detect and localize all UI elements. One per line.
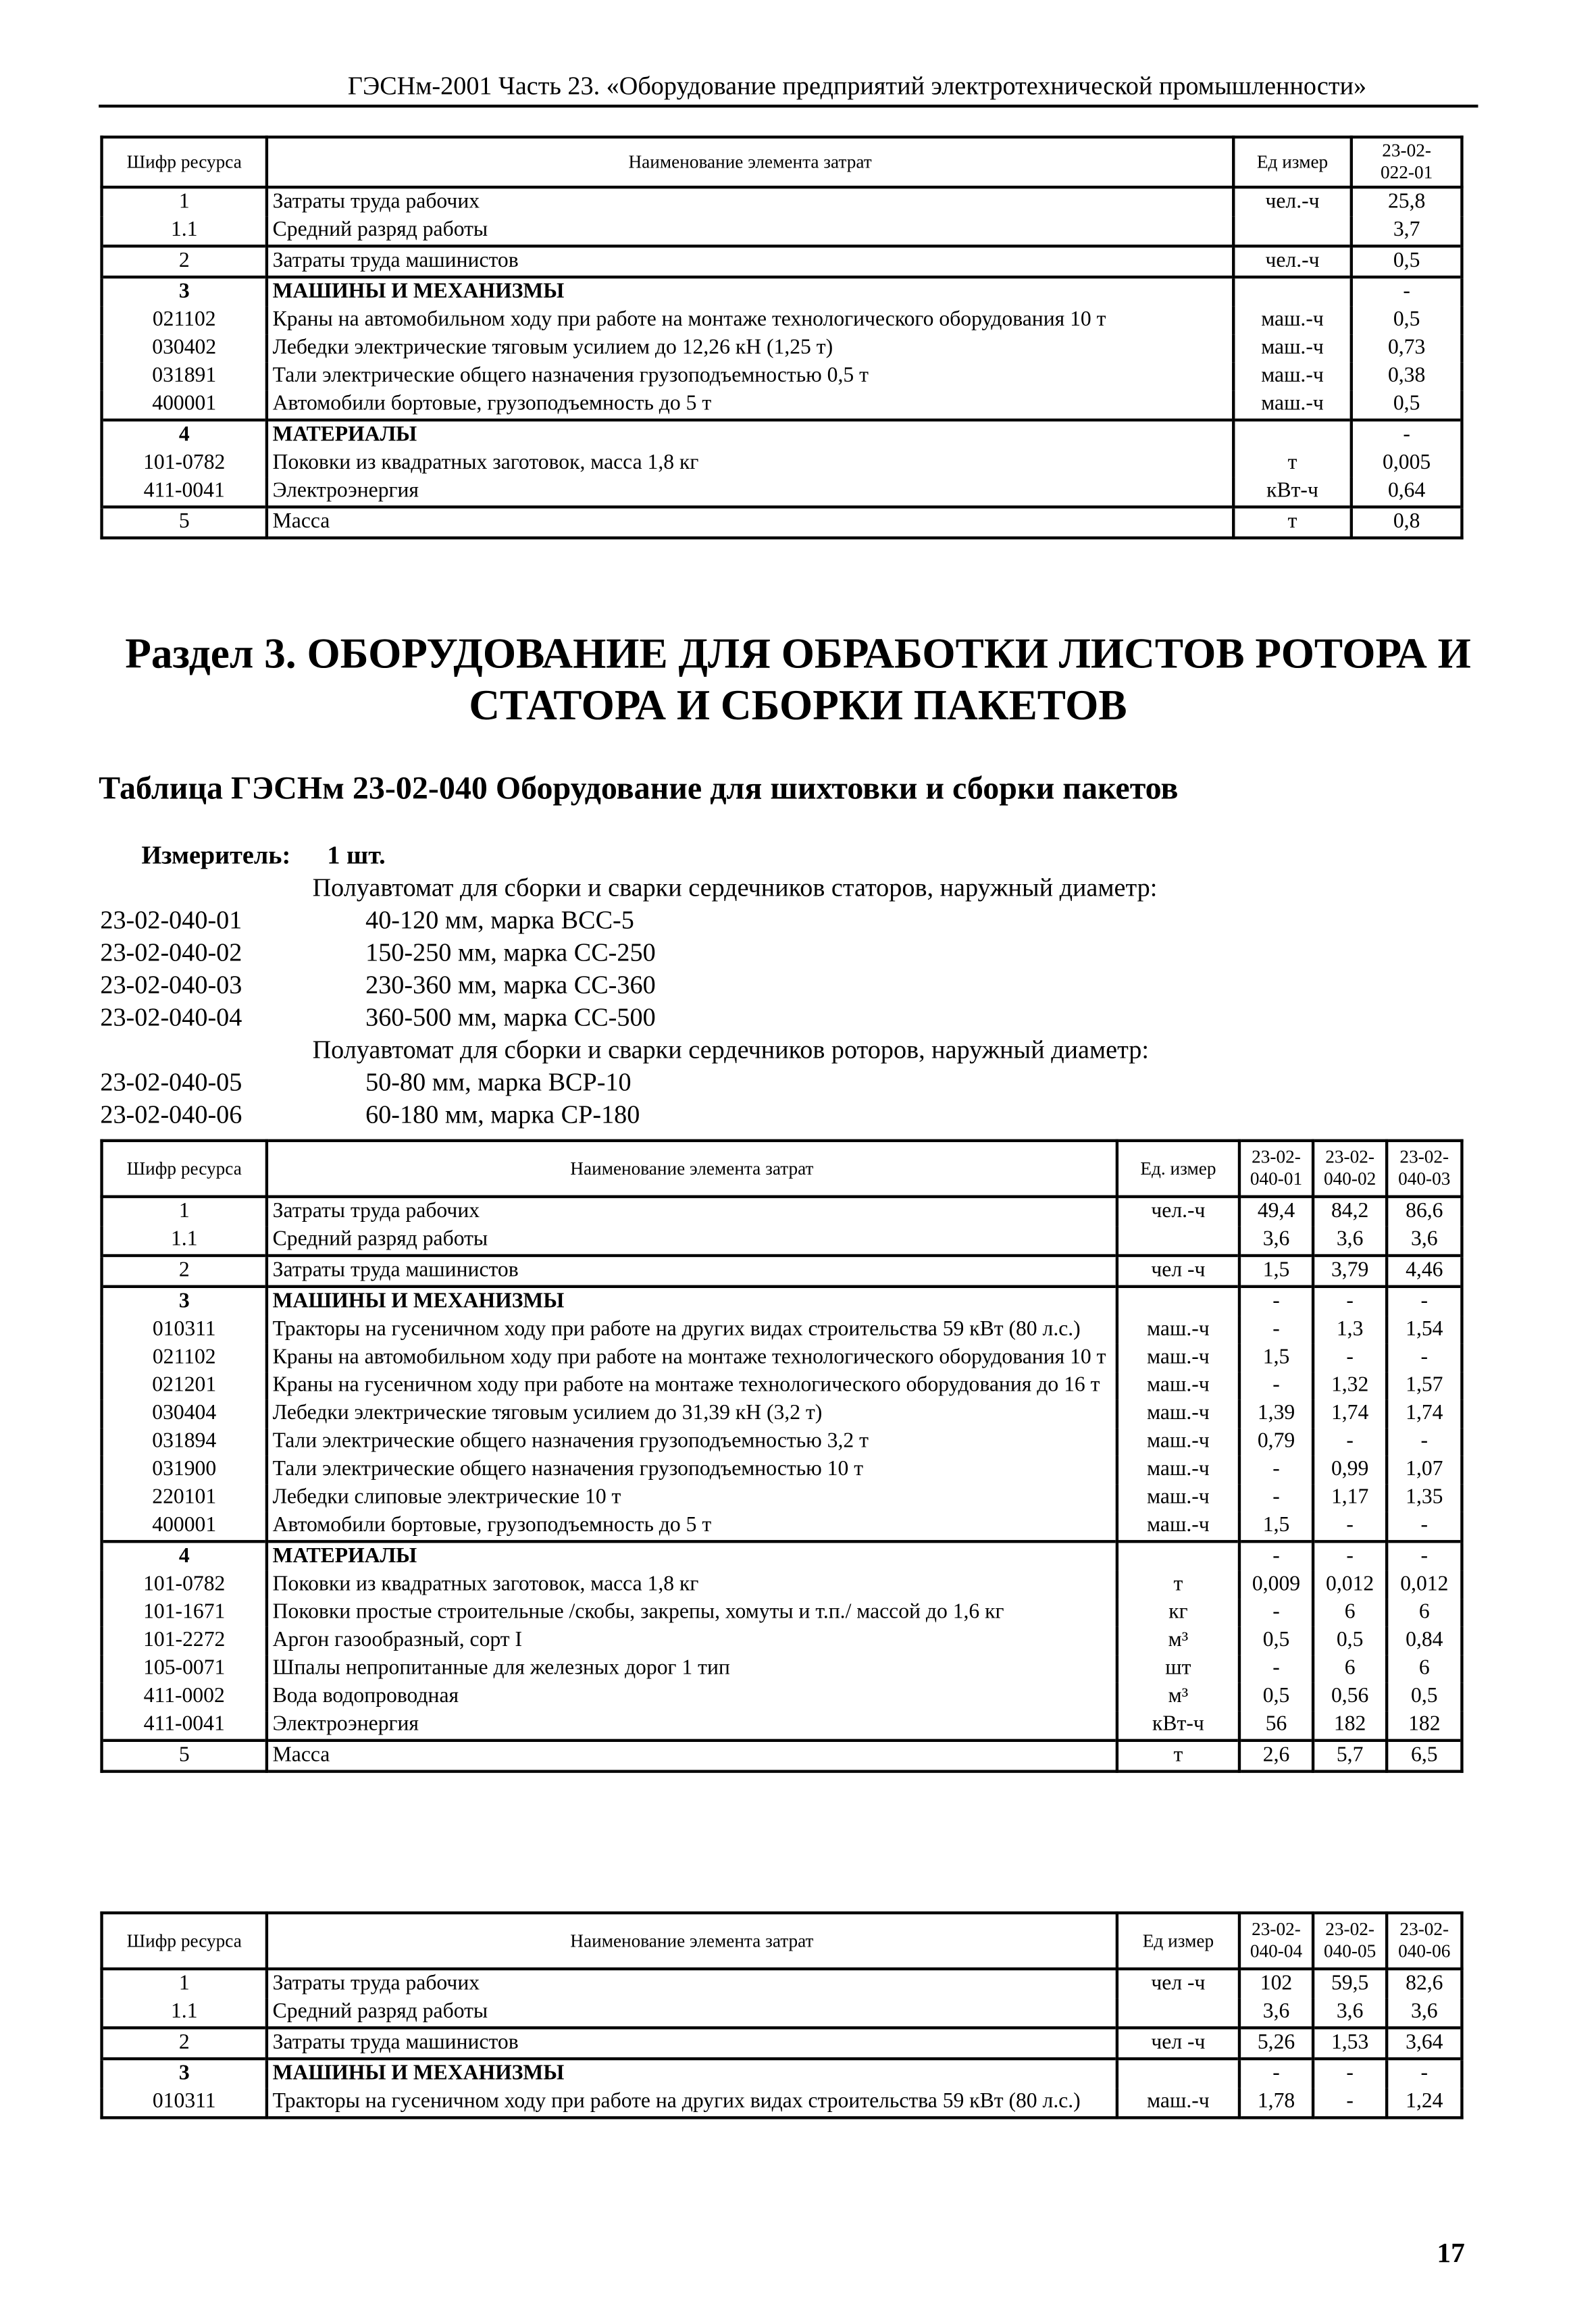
table-row: [102, 2059, 1462, 2088]
norm-value: 5,26: [1239, 2028, 1313, 2059]
norm-value: 1,24: [1387, 2088, 1462, 2118]
cost-element-name: Вода водопроводная: [267, 1683, 1117, 1711]
table-row: [102, 1287, 1462, 1316]
resource-code: 101-0782: [102, 449, 267, 477]
norm-value: -: [1313, 1428, 1387, 1456]
col-header-unit: Ед измер: [1117, 1913, 1239, 1969]
norm-value: 0,009: [1239, 1571, 1313, 1599]
cost-element-name: Тали электрические общего назначения грузоподъемностью 0,5 т: [267, 363, 1233, 390]
norm-value: 3,6: [1313, 1226, 1387, 1256]
norm-value: 6: [1387, 1655, 1462, 1682]
table-row: [102, 1541, 1462, 1571]
resource-code: 2: [102, 1256, 267, 1287]
cost-element-name: Затраты труда рабочих: [267, 1197, 1117, 1227]
table-row: [102, 1999, 1462, 2028]
unit: маш.-ч: [1117, 1428, 1239, 1456]
cost-element-name: Затраты труда рабочих: [267, 1969, 1117, 1999]
col-header-norm: 23-02- 040-01: [1239, 1141, 1313, 1197]
item-code: 23-02-040-02: [100, 937, 242, 967]
resource-code: 010311: [102, 2088, 267, 2118]
norm-value: 82,6: [1387, 1969, 1462, 1999]
norm-value: 0,5: [1387, 1683, 1462, 1711]
table-row: [102, 1741, 1462, 1772]
norm-value: 6: [1387, 1599, 1462, 1626]
cost-element-name: Масса: [267, 1741, 1117, 1772]
cost-element-name: Масса: [267, 507, 1233, 538]
norm-value: 0,38: [1352, 363, 1462, 390]
table-row: [102, 1711, 1462, 1741]
table-row: [102, 1344, 1462, 1372]
table-row: [102, 2028, 1462, 2059]
resource-code: 021201: [102, 1372, 267, 1399]
norm-value: 86,6: [1387, 1197, 1462, 1227]
resource-code: 3: [102, 277, 267, 307]
table-row: [102, 2088, 1462, 2118]
norm-value: 0,5: [1239, 1627, 1313, 1655]
table-title: Таблица ГЭСНм 23-02-040 Оборудование для шихтовки и сборки пакетов: [99, 769, 1179, 806]
table-row: [102, 363, 1462, 390]
norm-value: 182: [1387, 1711, 1462, 1741]
norm-value: 1,53: [1313, 2028, 1387, 2059]
cost-element-name: Электроэнергия: [267, 1711, 1117, 1741]
resource-code: 220101: [102, 1484, 267, 1512]
resource-code: 5: [102, 1741, 267, 1772]
unit: маш.-ч: [1117, 1456, 1239, 1484]
col-header-norm: 23-02- 040-03: [1387, 1141, 1462, 1197]
norm-value: -: [1387, 1428, 1462, 1456]
cost-element-name: Поковки из квадратных заготовок, масса 1,8 кг: [267, 1571, 1117, 1599]
item-code: 23-02-040-05: [100, 1066, 242, 1097]
table-row: [102, 1599, 1462, 1626]
cost-element-name: Затраты труда машинистов: [267, 1256, 1117, 1287]
resource-code: 101-2272: [102, 1627, 267, 1655]
table-row: [102, 217, 1462, 247]
col-header-code: Шифр ресурса: [102, 1913, 267, 1969]
unit: маш.-ч: [1117, 2088, 1239, 2118]
norm-value: 1,07: [1387, 1456, 1462, 1484]
cost-element-name: Автомобили бортовые, грузоподъемность до 5 т: [267, 390, 1233, 420]
unit: маш.-ч: [1117, 1372, 1239, 1399]
unit: м³: [1117, 1627, 1239, 1655]
cost-element-name: Тракторы на гусеничном ходу при работе на других видах строительства 59 кВт (80 л.с.): [267, 2088, 1117, 2118]
cost-element-name: МАШИНЫ И МЕХАНИЗМЫ: [267, 2059, 1117, 2088]
resource-code: 031900: [102, 1456, 267, 1484]
norm-value: -: [1239, 1541, 1313, 1571]
cost-element-name: Тали электрические общего назначения грузоподъемностью 3,2 т: [267, 1428, 1117, 1456]
unit: маш.-ч: [1117, 1400, 1239, 1428]
item-code: 23-02-040-04: [100, 1002, 242, 1032]
norm-value: -: [1387, 1541, 1462, 1571]
unit: чел.-ч: [1233, 187, 1352, 217]
col-header-norm: 23-02- 040-02: [1313, 1141, 1387, 1197]
unit: чел.-ч: [1233, 246, 1352, 277]
resource-table-2: [100, 1139, 1463, 1773]
table-row: [102, 307, 1462, 334]
norm-value: 0,012: [1387, 1571, 1462, 1599]
table-row: [102, 1512, 1462, 1542]
table-row: [102, 1316, 1462, 1343]
norm-value: 6: [1313, 1599, 1387, 1626]
norm-value: 0,84: [1387, 1627, 1462, 1655]
table-row: [102, 277, 1462, 307]
resource-code: 2: [102, 246, 267, 277]
unit: маш.-ч: [1233, 390, 1352, 420]
unit: [1117, 1541, 1239, 1571]
table-row: [102, 478, 1462, 507]
cost-element-name: МАТЕРИАЛЫ: [267, 420, 1233, 450]
unit: чел -ч: [1117, 1969, 1239, 1999]
norm-value: 1,78: [1239, 2088, 1313, 2118]
norm-value: 1,57: [1387, 1372, 1462, 1399]
cost-element-name: Поковки из квадратных заготовок, масса 1,8 кг: [267, 449, 1233, 477]
cost-element-name: Шпалы непропитанные для железных дорог 1 тип: [267, 1655, 1117, 1682]
col-header-unit: Ед измер: [1233, 137, 1352, 187]
unit: [1117, 1287, 1239, 1316]
norm-value: -: [1313, 1287, 1387, 1316]
col-header-norm: 23-02- 022-01: [1352, 137, 1462, 187]
norm-value: 1,17: [1313, 1484, 1387, 1512]
resource-code: 101-0782: [102, 1571, 267, 1599]
unit: кг: [1117, 1599, 1239, 1626]
col-header-unit: Ед. измер: [1117, 1141, 1239, 1197]
norm-value: 84,2: [1313, 1197, 1387, 1227]
unit: маш.-ч: [1117, 1484, 1239, 1512]
norm-value: -: [1387, 1287, 1462, 1316]
norm-value: -: [1387, 2059, 1462, 2088]
norm-value: 1,39: [1239, 1400, 1313, 1428]
table-row: [102, 246, 1462, 277]
resource-code: 010311: [102, 1316, 267, 1343]
table-row: [102, 187, 1462, 217]
resource-code: 1.1: [102, 217, 267, 247]
norm-value: 5,7: [1313, 1741, 1387, 1772]
table-row: [102, 390, 1462, 420]
cost-element-name: Краны на автомобильном ходу при работе на монтаже технологического оборудования 10 т: [267, 1344, 1117, 1372]
norm-value: -: [1313, 1344, 1387, 1372]
norm-value: 182: [1313, 1711, 1387, 1741]
norm-value: -: [1239, 1484, 1313, 1512]
table-row: [102, 1197, 1462, 1227]
norm-value: -: [1239, 1316, 1313, 1343]
col-header-name: Наименование элемента затрат: [267, 1141, 1117, 1197]
cost-element-name: Поковки простые строительные /скобы, закрепы, хомуты и т.п./ массой до 1,6 кг: [267, 1599, 1117, 1626]
norm-value: -: [1239, 1599, 1313, 1626]
norm-value: -: [1239, 1456, 1313, 1484]
unit: маш.-ч: [1233, 307, 1352, 334]
norm-value: 1,32: [1313, 1372, 1387, 1399]
norm-value: 6,5: [1387, 1741, 1462, 1772]
norm-value: -: [1313, 1512, 1387, 1542]
meter-label: Измеритель:: [141, 840, 291, 870]
col-header-norm: 23-02- 040-06: [1387, 1913, 1462, 1969]
item-text: 360-500 мм, марка СС-500: [365, 1002, 656, 1032]
table-row: [102, 420, 1462, 450]
unit: шт: [1117, 1655, 1239, 1682]
cost-element-name: Электроэнергия: [267, 478, 1233, 507]
cost-element-name: Затраты труда машинистов: [267, 2028, 1117, 2059]
resource-code: 1: [102, 1197, 267, 1227]
table-row: [102, 449, 1462, 477]
resource-code: 021102: [102, 307, 267, 334]
item-text: 40-120 мм, марка ВСС-5: [365, 904, 634, 935]
norm-value: -: [1313, 2088, 1387, 2118]
norm-value: 3,64: [1387, 2028, 1462, 2059]
norm-value: -: [1313, 2059, 1387, 2088]
unit: маш.-ч: [1233, 363, 1352, 390]
resource-table-1: [100, 136, 1463, 540]
resource-code: 101-1671: [102, 1599, 267, 1626]
col-header-norm: 23-02- 040-04: [1239, 1913, 1313, 1969]
resource-code: 1: [102, 187, 267, 217]
resource-code: 4: [102, 420, 267, 450]
unit: [1233, 277, 1352, 307]
norm-value: -: [1239, 1372, 1313, 1399]
cost-element-name: Средний разряд работы: [267, 217, 1233, 247]
table-row: [102, 1226, 1462, 1256]
resource-code: 1.1: [102, 1226, 267, 1256]
unit: [1233, 420, 1352, 450]
item-text: 230-360 мм, марка СС-360: [365, 969, 656, 1000]
norm-value: 1,74: [1387, 1400, 1462, 1428]
norm-value: 102: [1239, 1969, 1313, 1999]
norm-value: -: [1352, 420, 1462, 450]
resource-code: 400001: [102, 390, 267, 420]
unit: м³: [1117, 1683, 1239, 1711]
col-header-code: Шифр ресурса: [102, 1141, 267, 1197]
resource-table-3: [100, 1911, 1463, 2119]
norm-value: 3,6: [1313, 1999, 1387, 2028]
unit: т: [1117, 1741, 1239, 1772]
table-row: [102, 1428, 1462, 1456]
unit: маш.-ч: [1233, 334, 1352, 362]
resource-code: 1.1: [102, 1999, 267, 2028]
resource-code: 5: [102, 507, 267, 538]
norm-value: 49,4: [1239, 1197, 1313, 1227]
norm-value: -: [1387, 1344, 1462, 1372]
resource-code: 400001: [102, 1512, 267, 1542]
resource-code: 4: [102, 1541, 267, 1571]
norm-value: 2,6: [1239, 1741, 1313, 1772]
unit: т: [1233, 507, 1352, 538]
cost-element-name: МАТЕРИАЛЫ: [267, 1541, 1117, 1571]
table-row: [102, 1683, 1462, 1711]
norm-value: 0,5: [1239, 1683, 1313, 1711]
section-heading-line1: Раздел 3. ОБОРУДОВАНИЕ ДЛЯ ОБРАБОТКИ ЛИСТОВ РОТОРА И: [125, 630, 1471, 678]
cost-element-name: Краны на автомобильном ходу при работе на монтаже технологического оборудования 10 т: [267, 307, 1233, 334]
table-row: [102, 507, 1462, 538]
unit: маш.-ч: [1117, 1344, 1239, 1372]
item-text: 150-250 мм, марка СС-250: [365, 937, 656, 967]
resource-code: 030404: [102, 1400, 267, 1428]
resource-code: 3: [102, 1287, 267, 1316]
table-row: [102, 334, 1462, 362]
norm-value: 1,3: [1313, 1316, 1387, 1343]
col-header-norm: 23-02- 040-05: [1313, 1913, 1387, 1969]
resource-code: 105-0071: [102, 1655, 267, 1682]
cost-element-name: Затраты труда рабочих: [267, 187, 1233, 217]
table-row: [102, 1400, 1462, 1428]
norm-value: 56: [1239, 1711, 1313, 1741]
unit: [1233, 217, 1352, 247]
norm-value: 0,5: [1313, 1627, 1387, 1655]
norm-value: 0,73: [1352, 334, 1462, 362]
norm-value: 1,35: [1387, 1484, 1462, 1512]
resource-code: 2: [102, 2028, 267, 2059]
unit: т: [1233, 449, 1352, 477]
norm-value: -: [1239, 2059, 1313, 2088]
norm-value: -: [1387, 1512, 1462, 1542]
unit: кВт-ч: [1233, 478, 1352, 507]
norm-value: 4,46: [1387, 1256, 1462, 1287]
item-code: 23-02-040-01: [100, 904, 242, 935]
resource-code: 031894: [102, 1428, 267, 1456]
norm-value: 0,5: [1352, 246, 1462, 277]
unit: чел.-ч: [1117, 1197, 1239, 1227]
resource-code: 1: [102, 1969, 267, 1999]
norm-value: -: [1313, 1541, 1387, 1571]
cost-element-name: Тали электрические общего назначения грузоподъемностью 10 т: [267, 1456, 1117, 1484]
table-row: [102, 1655, 1462, 1682]
unit: маш.-ч: [1117, 1512, 1239, 1542]
norm-value: 6: [1313, 1655, 1387, 1682]
table-row: [102, 1969, 1462, 1999]
norm-value: 3,6: [1387, 1999, 1462, 2028]
norm-value: 0,8: [1352, 507, 1462, 538]
norm-value: 3,6: [1387, 1226, 1462, 1256]
unit: т: [1117, 1571, 1239, 1599]
norm-value: 1,74: [1313, 1400, 1387, 1428]
norm-value: 1,5: [1239, 1344, 1313, 1372]
norm-value: 0,79: [1239, 1428, 1313, 1456]
cost-element-name: Средний разряд работы: [267, 1226, 1117, 1256]
table-row: [102, 1456, 1462, 1484]
resource-code: 3: [102, 2059, 267, 2088]
group-stators-title: Полуавтомат для сборки и сварки сердечников статоров, наружный диаметр:: [312, 872, 1158, 902]
norm-value: -: [1352, 277, 1462, 307]
norm-value: 0,5: [1352, 307, 1462, 334]
norm-value: 0,005: [1352, 449, 1462, 477]
table-row: [102, 1256, 1462, 1287]
norm-value: 25,8: [1352, 187, 1462, 217]
unit: [1117, 1999, 1239, 2028]
item-code: 23-02-040-06: [100, 1099, 242, 1129]
resource-code: 030402: [102, 334, 267, 362]
table-row: [102, 1372, 1462, 1399]
cost-element-name: Лебедки электрические тяговым усилием до 31,39 кН (3,2 т): [267, 1400, 1117, 1428]
table-row: [102, 1484, 1462, 1512]
resource-code: 411-0041: [102, 478, 267, 507]
resource-code: 021102: [102, 1344, 267, 1372]
cost-element-name: МАШИНЫ И МЕХАНИЗМЫ: [267, 1287, 1117, 1316]
norm-value: 0,5: [1352, 390, 1462, 420]
cost-element-name: Средний разряд работы: [267, 1999, 1117, 2028]
unit: маш.-ч: [1117, 1316, 1239, 1343]
cost-element-name: Краны на гусеничном ходу при работе на монтаже технологического оборудования до 16 т: [267, 1372, 1117, 1399]
cost-element-name: Аргон газообразный, сорт I: [267, 1627, 1117, 1655]
unit: чел -ч: [1117, 1256, 1239, 1287]
col-header-code: Шифр ресурса: [102, 137, 267, 187]
item-text: 60-180 мм, марка СР-180: [365, 1099, 640, 1129]
cost-element-name: Тракторы на гусеничном ходу при работе на других видах строительства 59 кВт (80 л.с.): [267, 1316, 1117, 1343]
item-code: 23-02-040-03: [100, 969, 242, 1000]
norm-value: 1,54: [1387, 1316, 1462, 1343]
meter-value: 1 шт.: [327, 840, 386, 870]
col-header-name: Наименование элемента затрат: [267, 137, 1233, 187]
col-header-name: Наименование элемента затрат: [267, 1913, 1117, 1969]
unit: [1117, 2059, 1239, 2088]
unit: чел -ч: [1117, 2028, 1239, 2059]
norm-value: 59,5: [1313, 1969, 1387, 1999]
norm-value: 3,6: [1239, 1226, 1313, 1256]
norm-value: -: [1239, 1655, 1313, 1682]
resource-code: 411-0002: [102, 1683, 267, 1711]
running-title: ГЭСНм-2001 Часть 23. «Оборудование предприятий электротехнической промышленности»: [347, 70, 1367, 101]
norm-value: 3,79: [1313, 1256, 1387, 1287]
norm-value: 0,56: [1313, 1683, 1387, 1711]
resource-code: 411-0041: [102, 1711, 267, 1741]
unit: кВт-ч: [1117, 1711, 1239, 1741]
item-text: 50-80 мм, марка ВСР-10: [365, 1066, 632, 1097]
header-rule: [99, 105, 1478, 107]
norm-value: 0,64: [1352, 478, 1462, 507]
table-row: [102, 1571, 1462, 1599]
group-rotors-title: Полуавтомат для сборки и сварки сердечников роторов, наружный диаметр:: [312, 1034, 1149, 1064]
resource-code: 031891: [102, 363, 267, 390]
norm-value: 3,7: [1352, 217, 1462, 247]
table-row: [102, 1627, 1462, 1655]
norm-value: 0,012: [1313, 1571, 1387, 1599]
cost-element-name: Автомобили бортовые, грузоподъемность до 5 т: [267, 1512, 1117, 1542]
unit: [1117, 1226, 1239, 1256]
cost-element-name: Затраты труда машинистов: [267, 246, 1233, 277]
cost-element-name: Лебедки электрические тяговым усилием до 12,26 кН (1,25 т): [267, 334, 1233, 362]
section-heading-line2: СТАТОРА И СБОРКИ ПАКЕТОВ: [469, 682, 1127, 730]
page-number: 17: [1437, 2238, 1465, 2270]
norm-value: 3,6: [1239, 1999, 1313, 2028]
norm-value: 0,99: [1313, 1456, 1387, 1484]
cost-element-name: МАШИНЫ И МЕХАНИЗМЫ: [267, 277, 1233, 307]
norm-value: 1,5: [1239, 1256, 1313, 1287]
cost-element-name: Лебедки слиповые электрические 10 т: [267, 1484, 1117, 1512]
norm-value: 1,5: [1239, 1512, 1313, 1542]
norm-value: -: [1239, 1287, 1313, 1316]
